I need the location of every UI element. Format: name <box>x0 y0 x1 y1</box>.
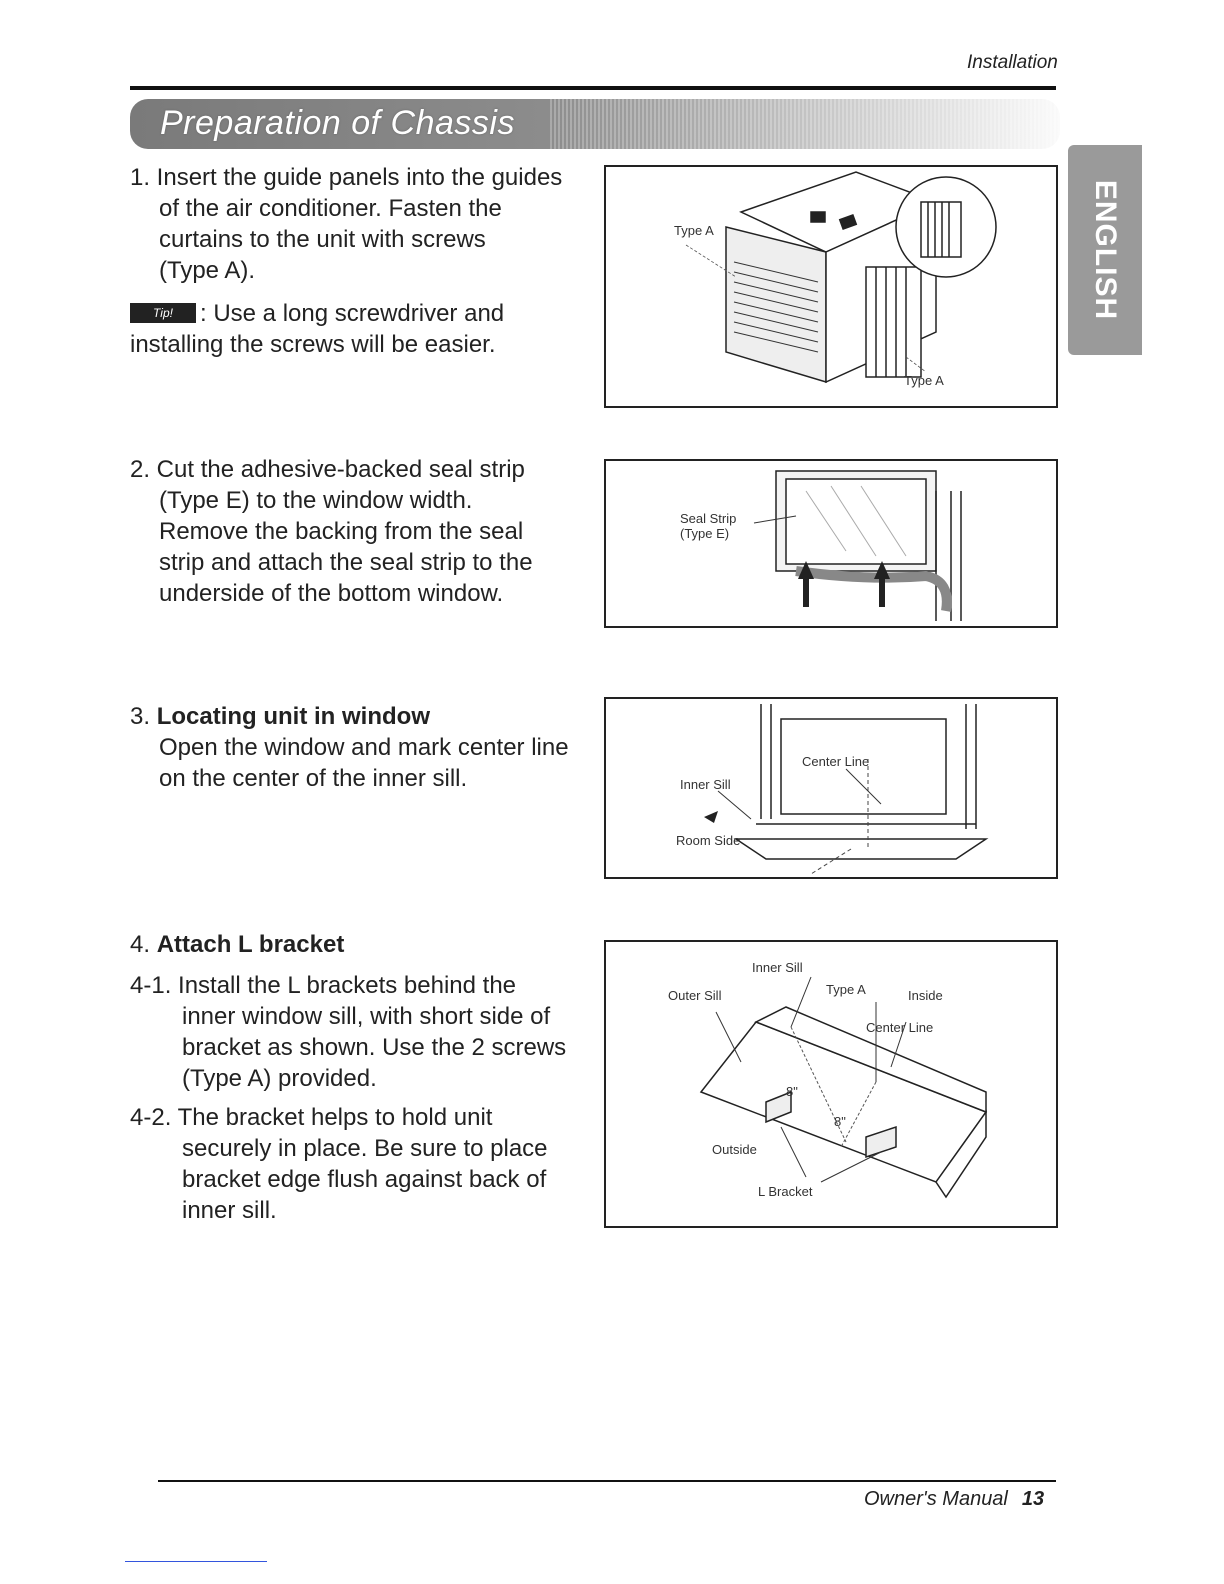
language-tab-label: ENGLISH <box>1089 179 1122 321</box>
step-4-number: 4. <box>130 931 151 958</box>
step-1-text <box>130 162 600 360</box>
bottom-divider <box>158 1480 1056 1482</box>
step-2-line: 2. Cut the adhesive-backed seal strip <box>130 456 525 483</box>
section-header: Installation <box>967 52 1058 73</box>
label-center-line: Center Line <box>866 1020 934 1035</box>
chassis-illustration <box>606 167 1056 406</box>
step-3-heading <box>130 701 600 732</box>
label-center-line: Center Line <box>802 754 870 769</box>
bottom-underline <box>125 1561 267 1562</box>
step-4-2-line: inner sill. <box>182 1197 277 1224</box>
step-3-line: Open the window and mark center line <box>159 734 569 761</box>
label-inside: Inside <box>908 988 943 1003</box>
step-4-1-line: inner window sill, with short side of <box>182 1003 551 1030</box>
label-outer-sill: Outer Sill <box>668 988 722 1003</box>
step-4-heading <box>130 929 600 960</box>
tip-text: : Use a long screwdriver and <box>200 300 505 327</box>
page-title: Preparation of Chassis <box>160 104 515 142</box>
step-1-line: 1. Insert the guide panels into the guides <box>130 164 563 191</box>
step-1-line: of the air conditioner. Fasten the <box>159 195 502 222</box>
step-2-line: Remove the backing from the seal <box>159 518 524 545</box>
step-4-title: Attach L bracket <box>156 931 345 958</box>
step-2-line: underside of the bottom window. <box>159 580 504 607</box>
language-tab <box>1068 145 1142 355</box>
step-3-text <box>130 701 600 794</box>
figure-seal-strip <box>604 459 1058 628</box>
page-footer <box>864 1488 1044 1511</box>
figure-chassis-curtains <box>604 165 1058 408</box>
step-4-1-line: (Type A) provided. <box>182 1065 377 1092</box>
label-type-a: Type A <box>826 982 866 997</box>
tip-text-continued: installing the screws will be easier. <box>130 331 496 358</box>
step-3-number: 3. <box>130 703 151 730</box>
step-4-2-line: securely in place. Be sure to place <box>182 1135 548 1162</box>
step-1-line: (Type A). <box>159 257 256 284</box>
step-3-line: on the center of the inner sill. <box>159 765 468 792</box>
step-4-2-line: bracket edge flush against back of <box>182 1166 547 1193</box>
step-2-line: (Type E) to the window width. <box>159 487 473 514</box>
label-seal-strip: Seal Strip <box>680 511 737 526</box>
step-4-1-line: bracket as shown. Use the 2 screws <box>182 1034 567 1061</box>
label-outside: Outside <box>712 1142 757 1157</box>
label-inner-sill: Inner Sill <box>680 777 731 792</box>
label-room-side: Room Side <box>676 833 741 848</box>
label-dimension-8in: 8" <box>834 1114 846 1129</box>
figure-center-line <box>604 697 1058 879</box>
step-1-line: curtains to the unit with screws <box>159 226 486 253</box>
footer-manual-title: Owner's Manual <box>864 1488 1008 1510</box>
page-number: 13 <box>1021 1488 1045 1510</box>
label-type-e: (Type E) <box>680 526 730 541</box>
window-sill-illustration <box>606 699 1056 877</box>
step-4-1-line: 4-1. Install the L brackets behind the <box>130 972 517 999</box>
label-dimension-8in: 8" <box>786 1084 798 1099</box>
seal-strip-illustration <box>606 461 1056 626</box>
step-3-title: Locating unit in window <box>156 703 430 730</box>
step-2-line: strip and attach the seal strip to the <box>159 549 533 576</box>
label-inner-sill: Inner Sill <box>752 960 803 975</box>
label-type-a-bottom: Type A <box>904 373 944 388</box>
tip <box>130 298 600 329</box>
tip-badge: Tip! <box>130 303 196 323</box>
step-4-text <box>130 929 600 1226</box>
label-l-bracket: L Bracket <box>758 1184 813 1199</box>
top-divider <box>130 86 1056 90</box>
step-4-2-line: 4-2. The bracket helps to hold unit <box>130 1104 493 1131</box>
step-2-text <box>130 454 600 609</box>
figure-l-bracket <box>604 940 1058 1228</box>
label-type-a-top: Type A <box>674 223 714 238</box>
